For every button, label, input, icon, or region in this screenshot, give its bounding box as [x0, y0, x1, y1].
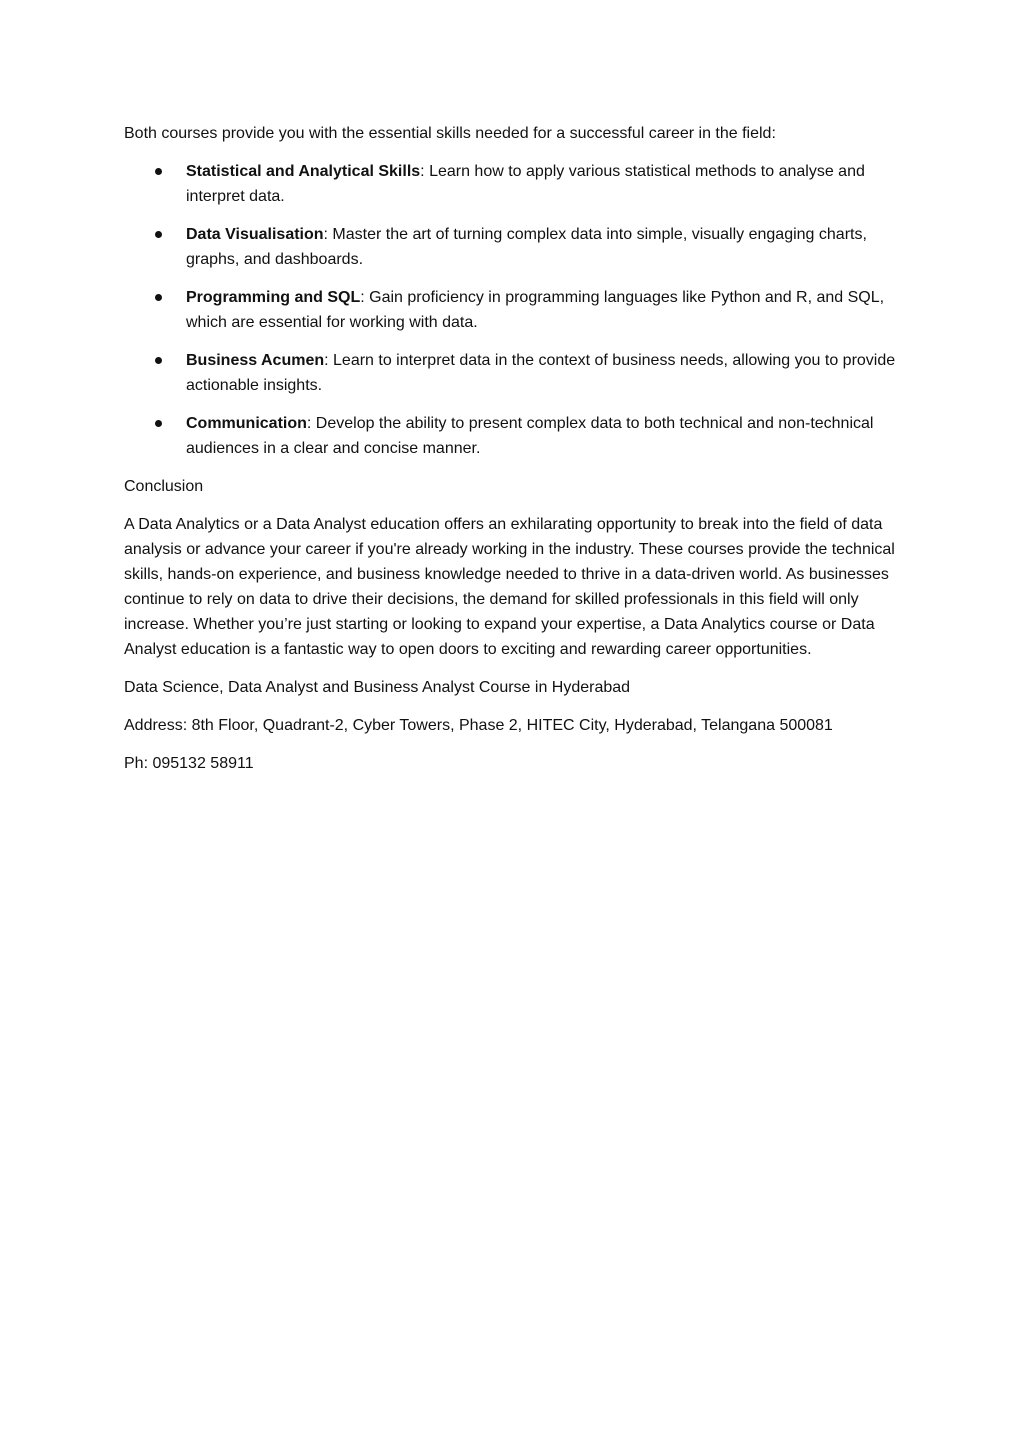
skill-term: Programming and SQL	[186, 289, 361, 306]
intro-paragraph: Both courses provide you with the essential skills needed for a successful career in the field:	[124, 125, 776, 142]
bullet-icon	[155, 231, 162, 238]
skill-item-programming	[124, 285, 904, 335]
bullet-icon	[155, 168, 162, 175]
skill-item-business	[124, 348, 904, 398]
skill-term: Business Acumen	[186, 352, 325, 369]
skill-term: Data Visualisation	[186, 226, 324, 243]
document-page	[124, 121, 904, 789]
course-name: Data Science, Data Analyst and Business Analyst Course in Hyderabad	[124, 679, 631, 696]
skill-item-visualisation	[124, 222, 904, 272]
conclusion-paragraph: A Data Analytics or a Data Analyst education offers an exhilarating opportunity to break into the field of data analysis or advance your career if you're already working in the industry. These courses provide the technical skills, hands-on experience, and business knowledge needed to thrive in a data-driven world. As businesses continue to rely on data to drive their decisions, the demand for skilled professionals in this field will only increase. Whether you’re just starting or looking to expand your expertise, a Data Analytics course or Data Analyst education is a fantastic way to open doors to exciting and rewarding career opportunities.	[124, 516, 895, 658]
skill-description: : Develop the ability to present complex data to both technical and non-technical audiences in a clear and concise manner.	[186, 415, 874, 457]
bullet-icon	[155, 420, 162, 427]
skill-term: Statistical and Analytical Skills	[186, 163, 421, 180]
skill-description: : Master the art of turning complex data into simple, visually engaging charts, graphs, and dashboards.	[186, 226, 867, 268]
skill-description: : Gain proficiency in programming languages like Python and R, and SQL, which are essential for working with data.	[186, 289, 885, 331]
skill-item-communication	[124, 411, 904, 461]
phone-line: Ph: 095132 58911	[124, 755, 254, 772]
skill-description: : Learn to interpret data in the context of business needs, allowing you to provide actionable insights.	[186, 352, 896, 394]
bullet-icon	[155, 357, 162, 364]
conclusion-heading: Conclusion	[124, 478, 204, 495]
skill-term: Communication	[186, 415, 307, 432]
skill-description: : Learn how to apply various statistical methods to analyse and interpret data.	[186, 163, 865, 205]
skill-item-statistical	[124, 159, 904, 209]
bullet-icon	[155, 294, 162, 301]
skills-list	[124, 159, 904, 461]
address-line: Address: 8th Floor, Quadrant-2, Cyber Towers, Phase 2, HITEC City, Hyderabad, Telangana 500081	[124, 717, 833, 734]
